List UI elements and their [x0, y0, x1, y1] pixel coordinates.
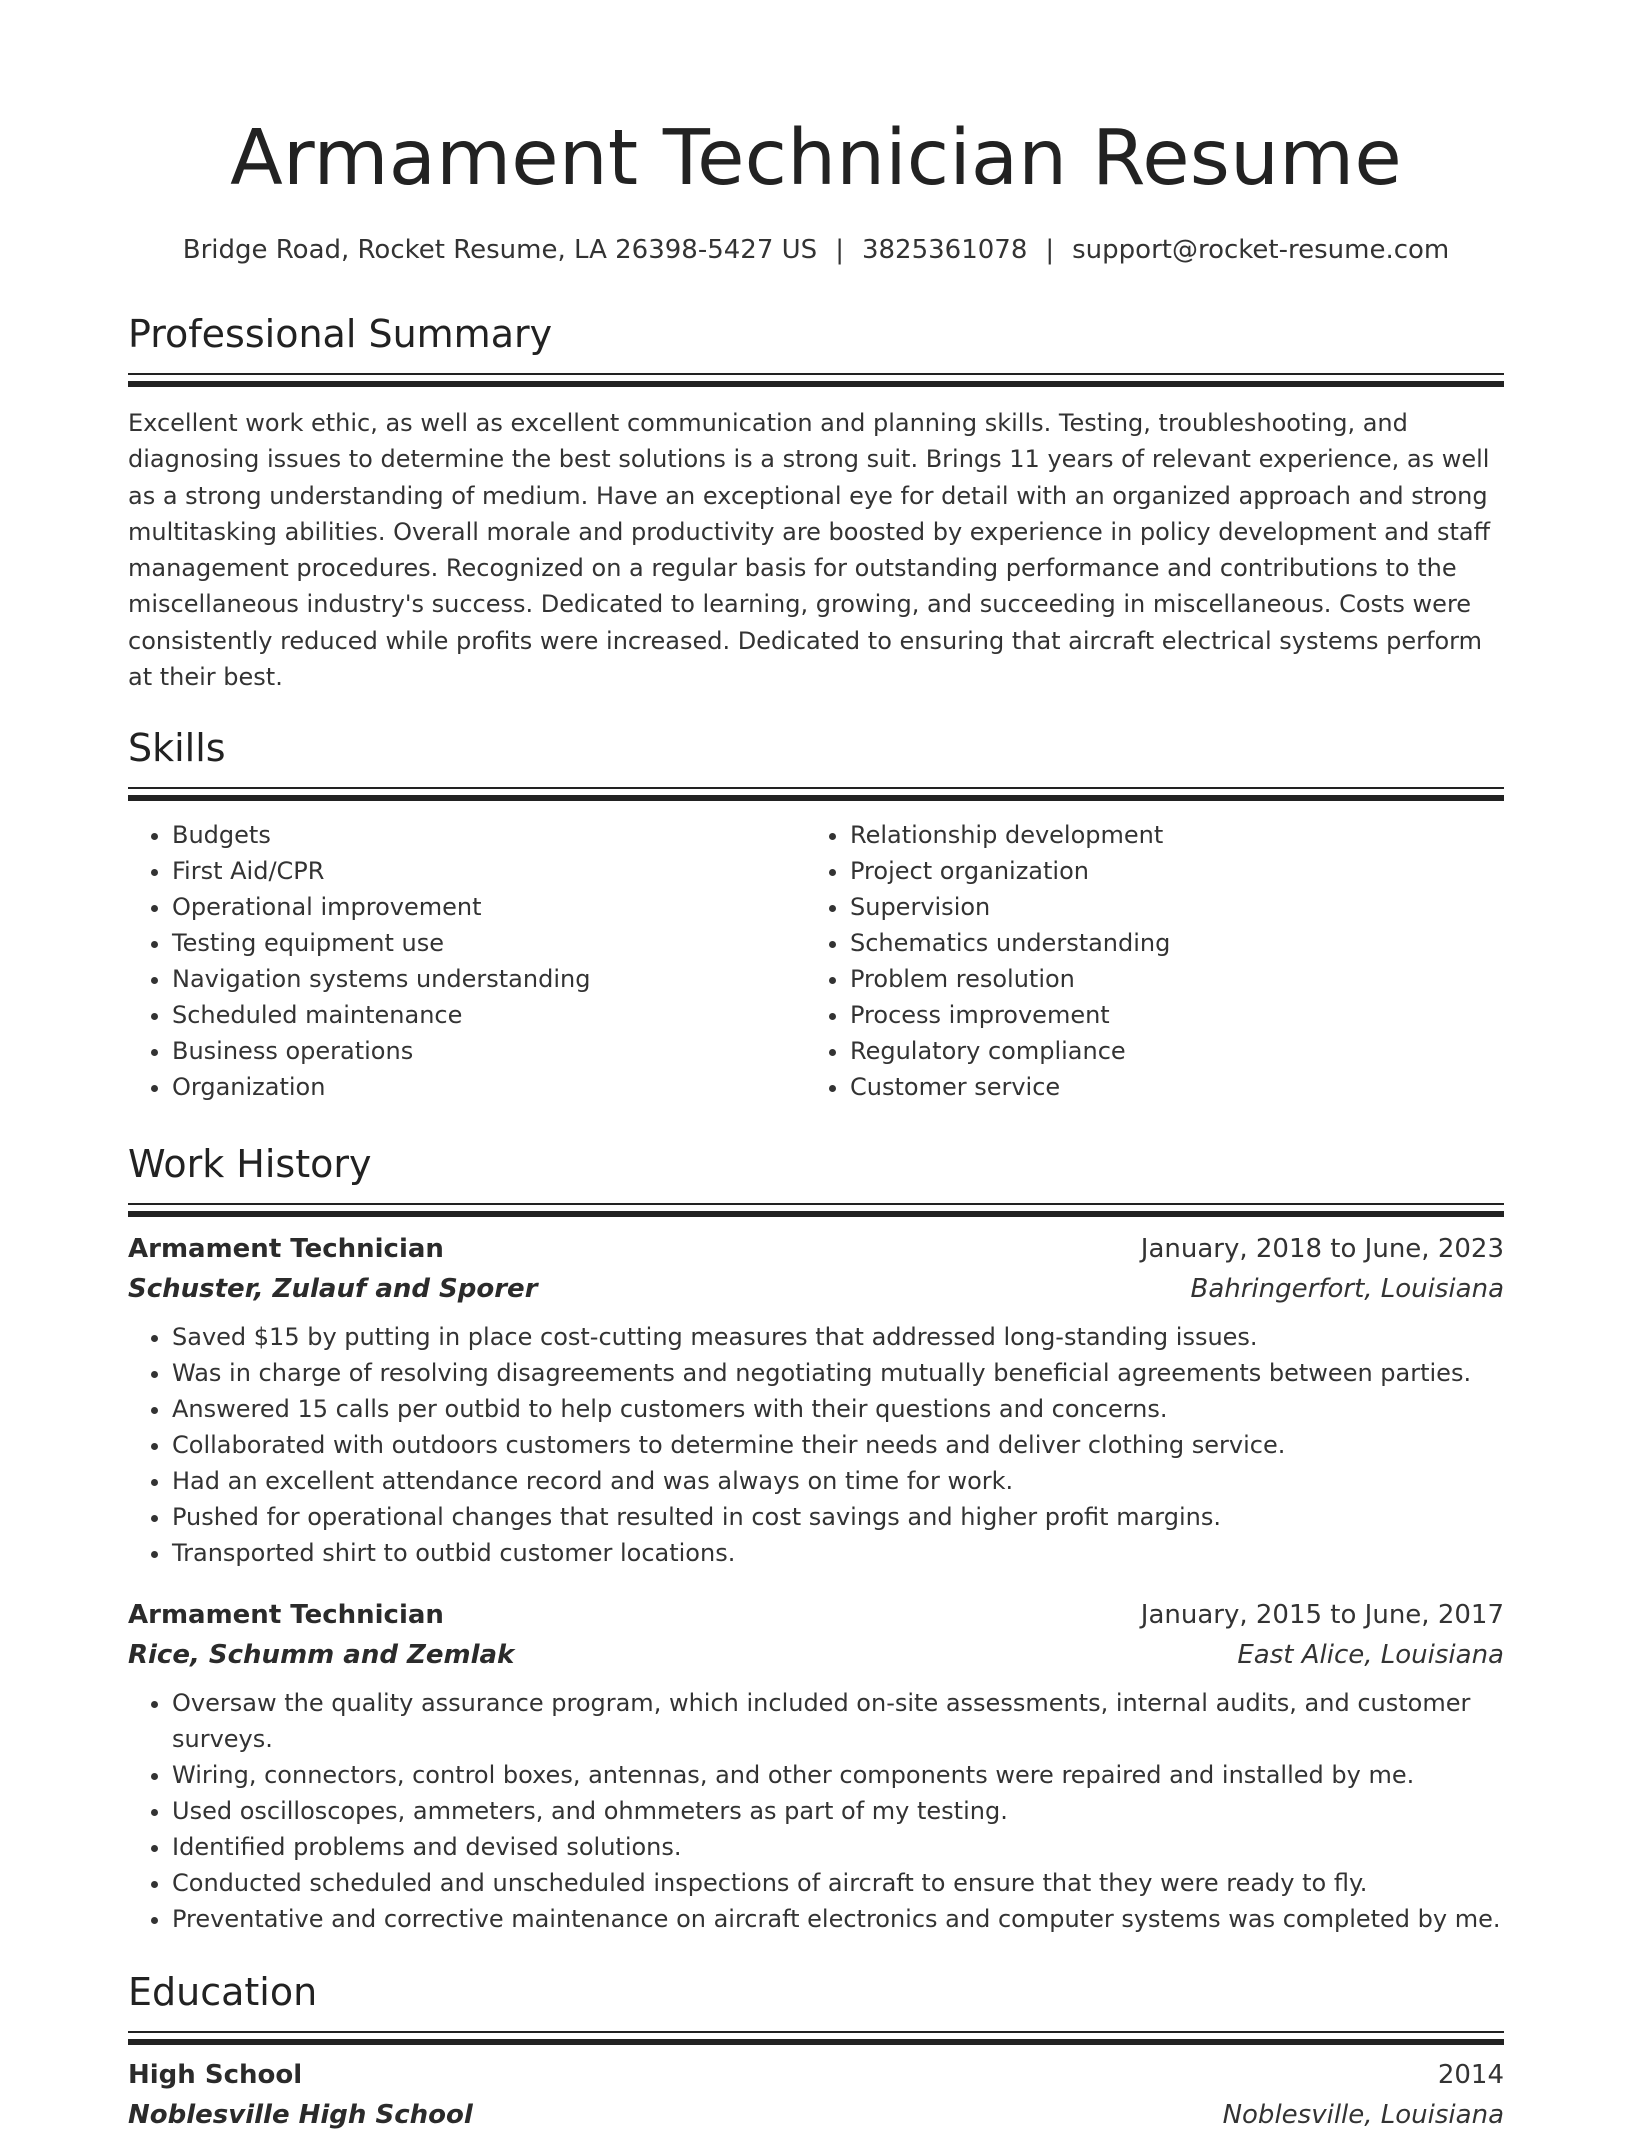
education-heading: Education [128, 1970, 318, 2015]
skill-item: • Process improvement [850, 997, 1504, 1033]
job-bullets [128, 1685, 1504, 1937]
skill-item: • Navigation systems understanding [172, 961, 806, 997]
skills-column-right [806, 817, 1504, 1105]
job-title: Armament Technician [128, 1234, 444, 1265]
job-location: East Alice, Louisiana [1237, 1640, 1504, 1671]
job-entry [128, 1595, 1504, 1937]
section-divider [128, 2031, 1504, 2041]
job-bullet: • Collaborated with outdoors customers to determine their needs and deliver clothing service. [172, 1427, 1504, 1463]
summary-section [128, 312, 1504, 695]
skill-item: • Regulatory compliance [850, 1033, 1504, 1069]
contact-phone: 3825361078 [861, 235, 1028, 265]
job-bullet: • Had an excellent attendance record and was always on time for work. [172, 1463, 1504, 1499]
job-title: Armament Technician [128, 1600, 444, 1631]
job-company: Rice, Schumm and Zemlak [128, 1640, 515, 1671]
job-bullets [128, 1319, 1504, 1571]
skill-item: • First Aid/CPR [172, 853, 806, 889]
job-bullet: • Used oscilloscopes, ammeters, and ohmmeters as part of my testing. [172, 1793, 1504, 1829]
resume-title: Armament Technician Resume [230, 114, 1402, 203]
skills-section [128, 726, 1504, 1105]
skill-item: • Project organization [850, 853, 1504, 889]
skills-list [128, 817, 1504, 1105]
education-school-row [128, 2095, 1504, 2135]
skill-item: • Business operations [172, 1033, 806, 1069]
contact-email: support@rocket-resume.com [1072, 235, 1450, 265]
education-location: Noblesville, Louisiana [1222, 2100, 1504, 2131]
work-history-heading: Work History [128, 1142, 372, 1187]
contact-separator: | [835, 235, 844, 265]
contact-separator: | [1045, 235, 1055, 265]
job-entry [128, 1229, 1504, 1571]
job-bullet: • Answered 15 calls per outbid to help customers with their questions and concerns. [172, 1391, 1504, 1427]
job-company: Schuster, Zulauf and Sporer [128, 1274, 538, 1305]
job-company-row [128, 1635, 1504, 1675]
job-header-row [128, 1229, 1504, 1269]
skill-item: • Schematics understanding [850, 925, 1504, 961]
job-header-row [128, 1595, 1504, 1635]
contact-line [128, 237, 1504, 263]
job-dates: January, 2018 to June, 2023 [1140, 1234, 1504, 1265]
education-header-row [128, 2055, 1504, 2095]
job-bullet: • Preventative and corrective maintenance on aircraft electronics and computer systems was completed by me. [172, 1901, 1504, 1937]
job-bullet: • Was in charge of resolving disagreements and negotiating mutually beneficial agreements between parties. [172, 1355, 1504, 1391]
skills-heading: Skills [128, 726, 226, 771]
skill-item: • Scheduled maintenance [172, 997, 806, 1033]
job-company-row [128, 1269, 1504, 1309]
job-bullet: • Wiring, connectors, control boxes, antennas, and other components were repaired and installed by me. [172, 1757, 1504, 1793]
skill-item: • Problem resolution [850, 961, 1504, 997]
summary-heading: Professional Summary [128, 312, 553, 356]
skills-column-left [128, 817, 806, 1105]
skill-item: • Budgets [172, 817, 806, 853]
job-bullet: • Oversaw the quality assurance program, which included on-site assessments, internal audits, and customer surveys. [172, 1685, 1504, 1757]
education-degree: High School [128, 2060, 303, 2091]
education-school: Noblesville High School [128, 2100, 473, 2131]
section-divider [128, 373, 1504, 383]
skill-item: • Operational improvement [172, 889, 806, 925]
summary-text: Excellent work ethic, as well as excellent communication and planning skills. Testing, troubleshooting, and diagnosing issues to determine the best solutions is a strong suit. Brings 11 years of relevant experience, as well as a strong understanding of medium. Have an exceptional eye for detail with an organized approach and strong multitasking abilities. Overall morale and productivity are boosted by experience in policy development and staff management procedures. Recognized on a regular basis for outstanding performance and contributions to the miscellaneous industry's success. Dedicated to learning, growing, and succeeding in miscellaneous. Costs were consistently reduced while profits were increased. Dedicated to ensuring that aircraft electrical systems perform at their best. [128, 409, 1491, 692]
skill-item: • Customer service [850, 1069, 1504, 1105]
job-bullet: • Transported shirt to outbid customer locations. [172, 1535, 1504, 1571]
job-bullet: • Conducted scheduled and unscheduled inspections of aircraft to ensure that they were ready to fly. [172, 1865, 1504, 1901]
job-bullet: • Saved $15 by putting in place cost-cutting measures that addressed long-standing issues. [172, 1319, 1504, 1355]
education-entry [128, 2055, 1504, 2135]
job-dates: January, 2015 to June, 2017 [1140, 1600, 1504, 1631]
education-year: 2014 [1437, 2060, 1504, 2091]
skill-item: • Organization [172, 1069, 806, 1105]
skill-item: • Relationship development [850, 817, 1504, 853]
job-bullet: • Identified problems and devised solutions. [172, 1829, 1504, 1865]
job-location: Bahringerfort, Louisiana [1190, 1274, 1504, 1305]
job-bullet: • Pushed for operational changes that resulted in cost savings and higher profit margins. [172, 1499, 1504, 1535]
education-section [128, 1970, 1504, 2135]
skill-item: • Testing equipment use [172, 925, 806, 961]
section-divider [128, 1203, 1504, 1213]
section-divider [128, 787, 1504, 797]
work-history-section [128, 1142, 1504, 1937]
contact-address: Bridge Road, Rocket Resume, LA 26398-5427 US [182, 235, 818, 265]
skill-item: • Supervision [850, 889, 1504, 925]
